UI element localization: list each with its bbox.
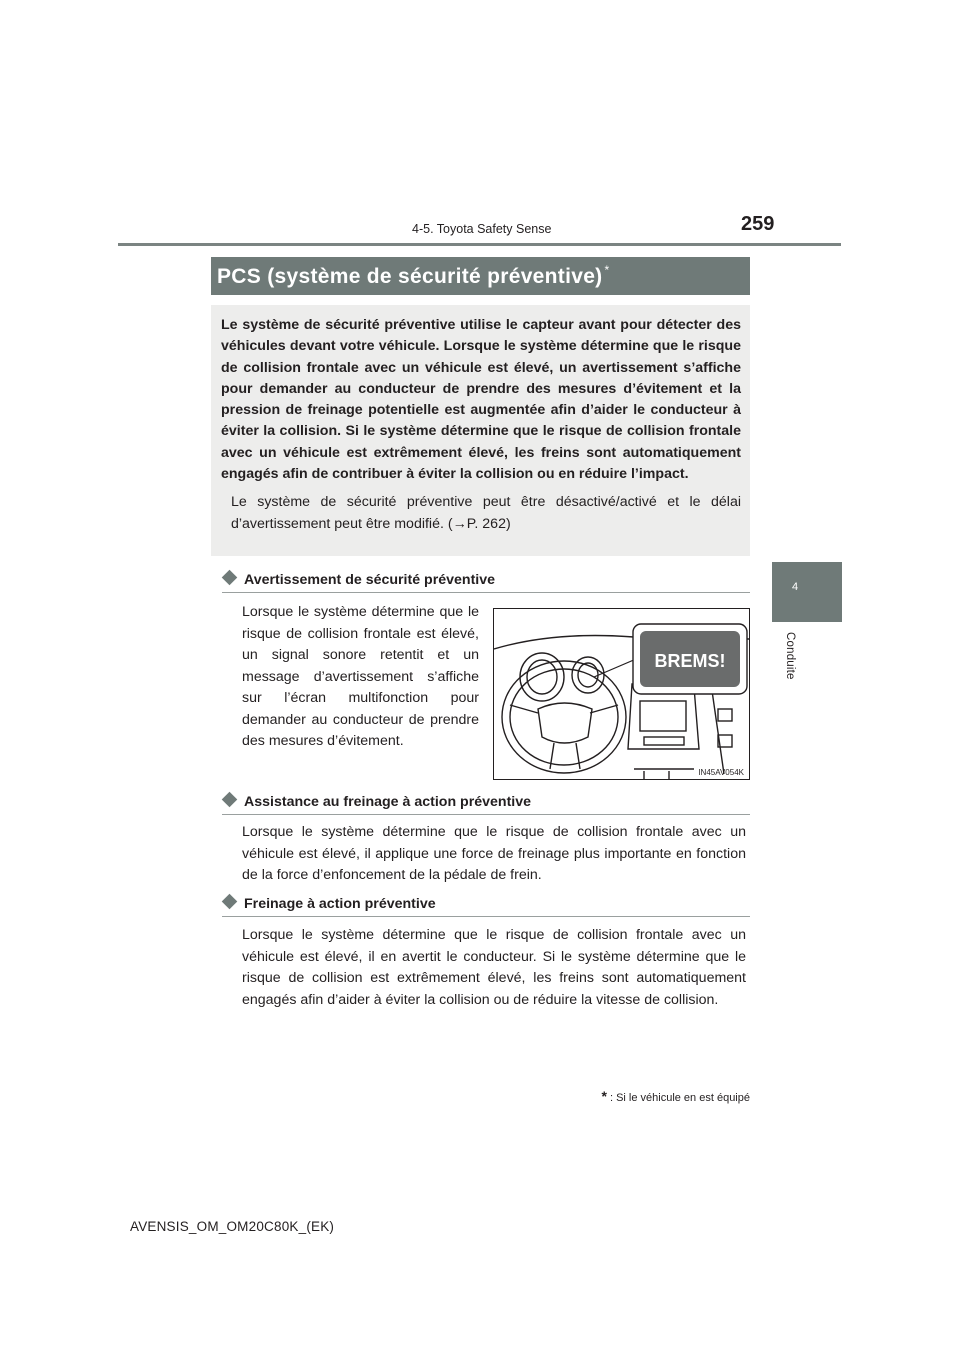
dashboard-drawing: [494, 609, 749, 779]
footnote-text: : Si le véhicule en est équipé: [609, 1092, 750, 1104]
page-title: [211, 257, 750, 295]
footnote-marker: *: [601, 1088, 607, 1104]
intro-box: [211, 305, 750, 556]
diamond-bullet-icon: [222, 570, 238, 586]
section-heading-pre-collision-braking: [222, 896, 750, 917]
section-body-brake-assist: Lorsque le système détermine que le risque de collision frontale avec un véhicule est élevé, il applique une force de freinage plus importante en fonction de la force d’enfoncement de la pédale de frein.: [242, 824, 746, 883]
illustration-code: IN45AV054K: [698, 768, 744, 777]
brake-warning-message: BREMS!: [654, 651, 726, 671]
section-heading-text: Freinage à action préventive: [244, 896, 436, 912]
chapter-label: Conduite: [784, 632, 796, 680]
section-heading-text: Avertissement de sécurité préventive: [244, 572, 496, 588]
document-code: AVENSIS_OM_OM20C80K_(EK): [130, 1219, 335, 1234]
section-heading-warning: [222, 572, 750, 593]
diamond-bullet-icon: [222, 792, 238, 808]
section-heading-brake-assist: [222, 794, 750, 815]
dashboard-illustration: [493, 608, 750, 780]
intro-text: Le système de sécurité préventive utilise le capteur avant pour détecter des véhicules devant votre véhicule. Lorsque le système détermine que le risque de collision frontale avec un véhicule est élevé, un avertissement s’affiche pour demander au conducteur de prendre des mesures d’évitement et la pression de freinage potentielle est augmentée afin d’aider le conducteur à éviter la collision. Si le système détermine que le risque de collision frontale avec un véhicule est extrêmement élevé, les freins sont automatiquement engagés afin de contribuer à éviter la collision ou en réduire l’impact.: [221, 317, 741, 483]
section-title: 4-5. Toyota Safety Sense: [412, 222, 552, 236]
footnote: [536, 1088, 750, 1104]
section-body-warning: Lorsque le système détermine que le risque de collision frontale est élevé, un signal sonore retentit et un message d’avertissement s’affiche sur l’écran multifonction pour demander au conducteur de prendre des mesures d’évitement.: [242, 604, 479, 749]
intro-note: Le système de sécurité préventive peut être désactivé/activé et le délai d’avertissement peut être modifié. (→P. 262): [231, 494, 741, 532]
chapter-tab[interactable]: [772, 562, 842, 622]
title-footnote-marker: *: [604, 263, 610, 277]
section-body-pre-collision-braking: Lorsque le système détermine que le risque de collision frontale avec un véhicule est élevé, il en avertit le conducteur. Si le système détermine que le risque de collision est extrêmement élevé, les freins sont automatiquement engagés afin d’aider à éviter la collision ou de réduire la vitesse de collision.: [242, 927, 746, 1008]
section-heading-text: Assistance au freinage à action préventive: [244, 794, 532, 810]
page-number: 259: [741, 213, 775, 235]
diamond-bullet-icon: [222, 894, 238, 910]
header-rule: [118, 243, 841, 246]
page-title-text: PCS (système de sécurité préventive): [217, 265, 603, 288]
chapter-number: 4: [792, 581, 799, 593]
